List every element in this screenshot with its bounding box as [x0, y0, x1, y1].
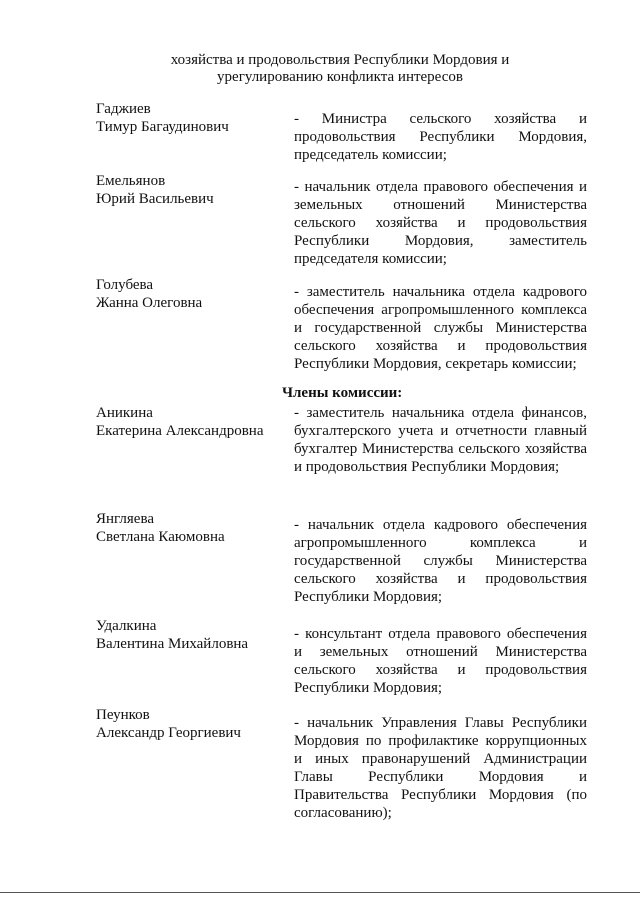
member-surname: Пеунков — [96, 707, 150, 723]
member-surname: Гаджиев — [96, 101, 151, 117]
member-surname: Аникина — [96, 405, 153, 421]
member-surname: Емельянов — [96, 173, 166, 189]
member-role: - Министра сельского хозяйства и продовольствия Республики Мордовия, председатель комиссии; — [294, 111, 587, 163]
member-given-names: Валентина Михайловна — [96, 636, 249, 652]
member-name — [96, 706, 276, 742]
member-role: - начальник Управления Главы Республики Мордовия по профилактике коррупционных и иных правонарушений Администрации Главы Республики Мордовия и Правительства Республики Мордовия (по согласованию); — [294, 715, 587, 821]
document-heading — [150, 52, 530, 86]
member-name — [96, 100, 276, 136]
member-given-names: Жанна Олеговна — [96, 295, 203, 311]
member-role: - заместитель начальника отдела кадрового обеспечения агропромышленного комплекса и государственной службы Министерства сельского хозяйства и продовольствия Республики Мордовия, секретарь комиссии; — [294, 284, 587, 372]
member-name — [96, 276, 276, 312]
member-surname: Янгляева — [96, 511, 155, 527]
member-surname: Голубева — [96, 277, 154, 293]
members-section-header: Члены комиссии: — [282, 385, 403, 401]
member-given-names: Тимур Багаудинович — [96, 119, 229, 135]
member-role: - консультант отдела правового обеспечения и земельных отношений Министерства сельского хозяйства и продовольствия Республики Мордовия; — [294, 626, 587, 696]
member-role: - заместитель начальника отдела финансов, бухгалтерского учета и отчетности главный бухгалтер Министерства сельского хозяйства и продовольствия Республики Мордовия; — [294, 405, 587, 475]
member-given-names: Александр Георгиевич — [96, 725, 241, 741]
heading-line-1: хозяйства и продовольствия Республики Мордовия и — [170, 52, 510, 68]
member-surname: Удалкина — [96, 618, 157, 634]
member-role: - начальник отдела правового обеспечения и земельных отношений Министерства сельского хозяйства и продовольствия Республики Мордовия, заместитель председателя комиссии; — [294, 179, 587, 267]
member-name — [96, 404, 276, 440]
member-name — [96, 617, 276, 653]
member-name — [96, 172, 276, 208]
member-role: - начальник отдела кадрового обеспечения агропромышленного комплекса и государственной службы Министерства сельского хозяйства и продовольствия Республики Мордовия; — [294, 517, 587, 605]
heading-line-2: урегулированию конфликта интересов — [217, 69, 463, 85]
member-given-names: Юрий Васильевич — [96, 191, 214, 207]
member-given-names: Екатерина Александровна — [96, 423, 264, 439]
member-name — [96, 510, 276, 546]
page-bottom-rule — [0, 892, 640, 893]
member-given-names: Светлана Каюмовна — [96, 529, 225, 545]
